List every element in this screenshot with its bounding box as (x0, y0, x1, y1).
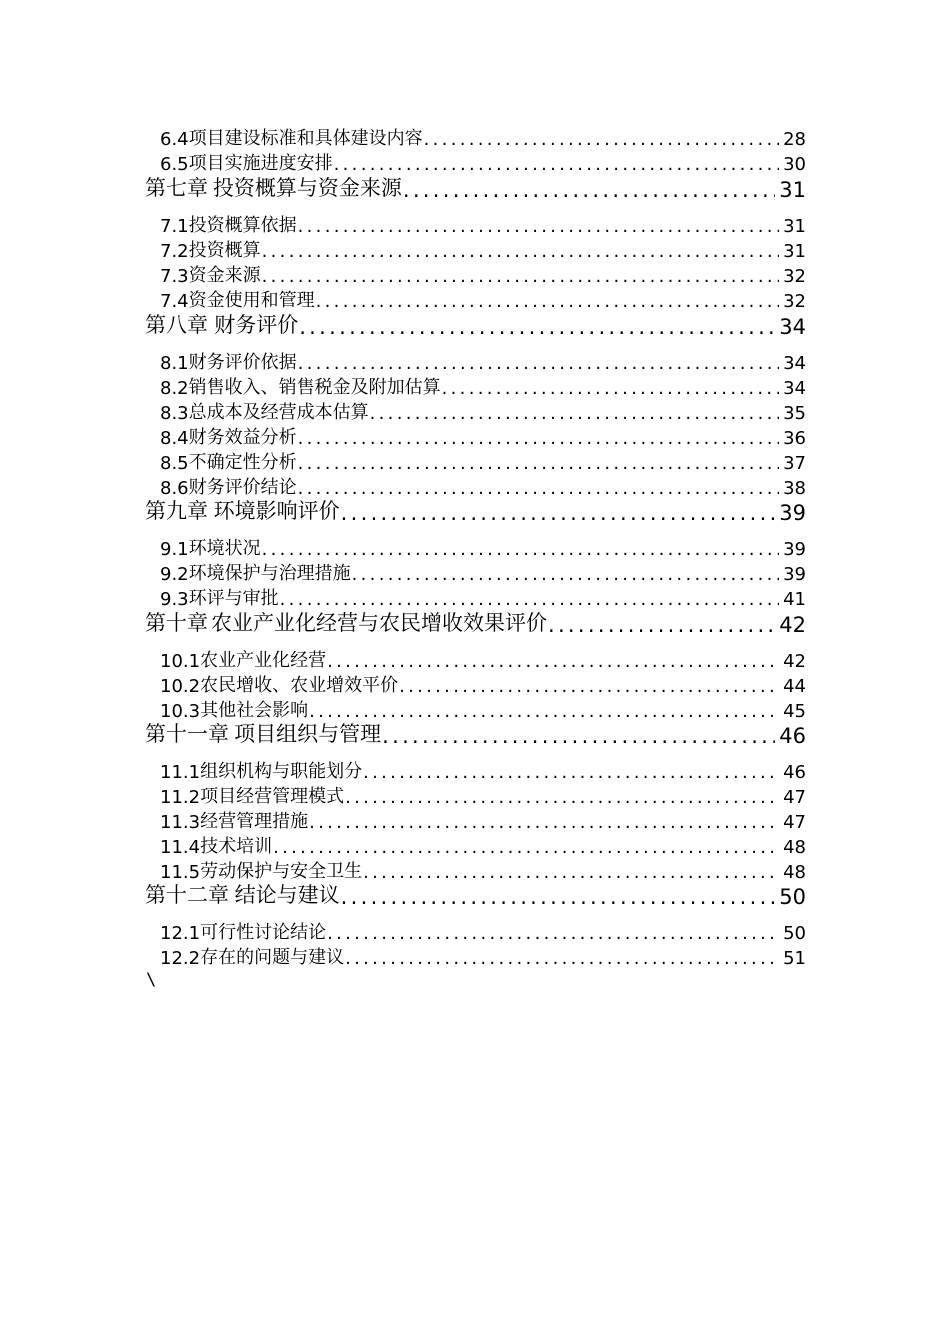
toc-entry-number: 6.5 (160, 154, 189, 175)
toc-entry-number: 12.1 (160, 923, 201, 944)
toc-entry-number: 9.2 (160, 564, 189, 585)
toc-entry-number: 10.3 (160, 701, 201, 722)
toc-dot-leader (363, 862, 779, 883)
toc-entry-number: 7.4 (160, 291, 189, 312)
toc-entry-number: 9.3 (160, 589, 189, 610)
toc-section-entry[interactable] (160, 286, 806, 312)
toc-entry-number: 8.2 (160, 378, 189, 399)
toc-section-entry[interactable] (160, 149, 806, 175)
toc-entry-number: 8.4 (160, 428, 189, 449)
toc-section-entry[interactable] (160, 696, 806, 722)
toc-dot-leader (382, 724, 775, 748)
toc-entry-title: 不确定性分析 (188, 452, 297, 473)
toc-section-entry[interactable] (160, 671, 806, 697)
toc-entry-title: 环境保护与治理措施 (188, 563, 351, 584)
toc-entry-title: 组织机构与职能划分 (200, 761, 363, 782)
toc-chapter-entry[interactable] (145, 497, 806, 525)
toc-entry-number: 10.1 (160, 651, 201, 672)
toc-page-number: 47 (783, 787, 806, 808)
toc-dot-leader (424, 129, 779, 150)
toc-entry-number: 11.4 (160, 837, 201, 858)
toc-page-number: 46 (779, 724, 806, 748)
toc-entry-title: 经营管理措施 (200, 811, 309, 832)
toc-dot-leader (298, 453, 779, 474)
toc-entry-number: 6.4 (160, 129, 189, 150)
toc-entry-title: 环境状况 (188, 538, 261, 559)
toc-dot-leader (403, 178, 775, 202)
toc-dot-leader (298, 353, 779, 374)
toc-entry-number: 8.5 (160, 453, 189, 474)
toc-dot-leader (345, 787, 779, 808)
toc-entry-title: 投资概算依据 (188, 215, 297, 236)
toc-entry-number: 8.3 (160, 403, 189, 424)
toc-entry-number: 7.2 (160, 241, 189, 262)
toc-page-number: 30 (783, 154, 806, 175)
toc-dot-leader (341, 501, 776, 525)
toc-entry-title: 项目建设标准和具体建设内容 (188, 128, 423, 149)
toc-section-entry[interactable] (160, 646, 806, 672)
toc-section-entry[interactable] (160, 534, 806, 560)
toc-entry-title: 投资概算 (188, 240, 261, 261)
toc-dot-leader (327, 923, 779, 944)
toc-page-number: 39 (779, 501, 806, 525)
toc-entry-title: 项目组织与管理 (234, 722, 382, 746)
toc-dot-leader (280, 589, 779, 610)
toc-section-entry[interactable] (160, 448, 806, 474)
toc-page-number: 44 (783, 676, 806, 697)
toc-page-number: 32 (783, 291, 806, 312)
toc-dot-leader (262, 241, 779, 262)
toc-dot-leader (363, 762, 779, 783)
toc-entry-number: 11.2 (160, 787, 201, 808)
toc-section-entry[interactable] (160, 348, 806, 374)
toc-entry-title: 环境影响评价 (213, 499, 340, 523)
toc-entry-number: 7.3 (160, 266, 189, 287)
toc-chapter-entry[interactable] (145, 720, 806, 748)
toc-entry-title: 资金使用和管理 (188, 290, 315, 311)
toc-chapter-entry[interactable] (145, 311, 806, 339)
toc-section-entry[interactable] (160, 423, 806, 449)
toc-page-number: 34 (783, 353, 806, 374)
toc-section-entry[interactable] (160, 807, 806, 833)
toc-page-number: 39 (783, 539, 806, 560)
toc-entry-number: 10.2 (160, 676, 201, 697)
toc-dot-leader (341, 885, 776, 909)
toc-page-number: 47 (783, 812, 806, 833)
toc-dot-leader (316, 291, 779, 312)
toc-page-number: 31 (783, 216, 806, 237)
toc-page-number: 31 (779, 178, 806, 202)
toc-dot-leader (309, 812, 779, 833)
toc-entry-number: 7.1 (160, 216, 189, 237)
toc-entry-number: 8.1 (160, 353, 189, 374)
toc-page-number: 38 (783, 478, 806, 499)
toc-entry-number: 12.2 (160, 948, 201, 969)
toc-dot-leader (298, 428, 779, 449)
toc-page-number: 36 (783, 428, 806, 449)
toc-entry-title: 结论与建议 (234, 883, 340, 907)
toc-dot-leader (399, 676, 779, 697)
toc-page-number: 32 (783, 266, 806, 287)
toc-entry-title: 技术培训 (200, 836, 273, 857)
toc-section-entry[interactable] (160, 918, 806, 944)
toc-page-number: 50 (779, 885, 806, 909)
toc-entry-title: 存在的问题与建议 (200, 947, 345, 968)
toc-entry-number: 第八章 (145, 313, 208, 337)
toc-entry-title: 劳动保护与安全卫生 (200, 861, 363, 882)
toc-page-number: 39 (783, 564, 806, 585)
toc-section-entry[interactable] (160, 857, 806, 883)
toc-entry-number: 11.3 (160, 812, 201, 833)
toc-page-number: 28 (783, 129, 806, 150)
toc-entry-number: 第九章 (145, 499, 208, 523)
toc-entry-title: 总成本及经营成本估算 (188, 402, 369, 423)
toc-entry-number: 第十一章 (145, 722, 229, 746)
toc-entry-title: 资金来源 (188, 265, 261, 286)
toc-page-number: 42 (783, 651, 806, 672)
toc-page-number: 37 (783, 453, 806, 474)
toc-section-entry[interactable] (160, 559, 806, 585)
toc-section-entry[interactable] (160, 398, 806, 424)
toc-entry-number: 11.1 (160, 762, 201, 783)
toc-dot-leader (262, 266, 779, 287)
toc-section-entry[interactable] (160, 943, 806, 969)
toc-entry-title: 农业产业化经营与农民增收效果评价 (210, 611, 547, 635)
stray-backslash: \ (146, 970, 157, 990)
toc-dot-leader (370, 403, 779, 424)
toc-entry-title: 销售收入、销售税金及附加估算 (188, 377, 441, 398)
toc-dot-leader (273, 837, 779, 858)
toc-page-number: 50 (783, 923, 806, 944)
toc-entry-title: 财务评价依据 (188, 352, 297, 373)
toc-dot-leader (352, 564, 779, 585)
toc-entry-title: 项目实施进度安排 (188, 153, 333, 174)
toc-dot-leader (334, 154, 779, 175)
toc-entry-title: 财务效益分析 (188, 427, 297, 448)
toc-entry-number: 第十章 (145, 611, 208, 635)
toc-entry-number: 8.6 (160, 478, 189, 499)
toc-page-number: 34 (779, 315, 806, 339)
toc-dot-leader (298, 478, 779, 499)
toc-dot-leader (299, 315, 775, 339)
toc-dot-leader (327, 651, 779, 672)
toc-section-entry[interactable] (160, 832, 806, 858)
toc-section-entry[interactable] (160, 473, 806, 499)
toc-page-number: 41 (783, 589, 806, 610)
toc-page-number: 42 (779, 613, 806, 637)
toc-dot-leader (298, 216, 779, 237)
toc-page-number: 48 (783, 837, 806, 858)
toc-page-number: 51 (783, 948, 806, 969)
toc-page-number: 45 (783, 701, 806, 722)
toc-page-number: 35 (783, 403, 806, 424)
toc-section-entry[interactable] (160, 236, 806, 262)
toc-entry-number: 第十二章 (145, 883, 229, 907)
toc-chapter-entry[interactable] (145, 881, 806, 909)
toc-page-number: 31 (783, 241, 806, 262)
toc-entry-title: 项目经营管理模式 (200, 786, 345, 807)
toc-entry-title: 其他社会影响 (200, 700, 309, 721)
toc-dot-leader (442, 378, 779, 399)
toc-section-entry[interactable] (160, 373, 806, 399)
toc-dot-leader (345, 948, 779, 969)
toc-chapter-entry[interactable] (145, 609, 806, 637)
toc-section-entry[interactable] (160, 757, 806, 783)
toc-page-number: 46 (783, 762, 806, 783)
toc-section-entry[interactable] (160, 584, 806, 610)
toc-entry-title: 农业产业化经营 (200, 650, 327, 671)
toc-section-entry[interactable] (160, 782, 806, 808)
toc-entry-title: 财务评价结论 (188, 477, 297, 498)
toc-section-entry[interactable] (160, 124, 806, 150)
toc-page-number: 48 (783, 862, 806, 883)
toc-entry-number: 第七章 (145, 176, 208, 200)
toc-entry-title: 农民增收、农业增效平价 (200, 675, 399, 696)
toc-entry-number: 9.1 (160, 539, 189, 560)
toc-entry-title: 投资概算与资金来源 (212, 176, 402, 200)
toc-chapter-entry[interactable] (145, 174, 806, 202)
toc-entry-title: 环评与审批 (188, 588, 279, 609)
toc-entry-number: 11.5 (160, 862, 201, 883)
toc-section-entry[interactable] (160, 211, 806, 237)
toc-entry-title: 可行性讨论结论 (200, 922, 327, 943)
toc-entry-title: 财务评价 (214, 313, 299, 337)
toc-dot-leader (309, 701, 779, 722)
toc-dot-leader (262, 539, 779, 560)
toc-dot-leader (548, 613, 775, 637)
toc-page-number: 34 (783, 378, 806, 399)
toc-section-entry[interactable] (160, 261, 806, 287)
